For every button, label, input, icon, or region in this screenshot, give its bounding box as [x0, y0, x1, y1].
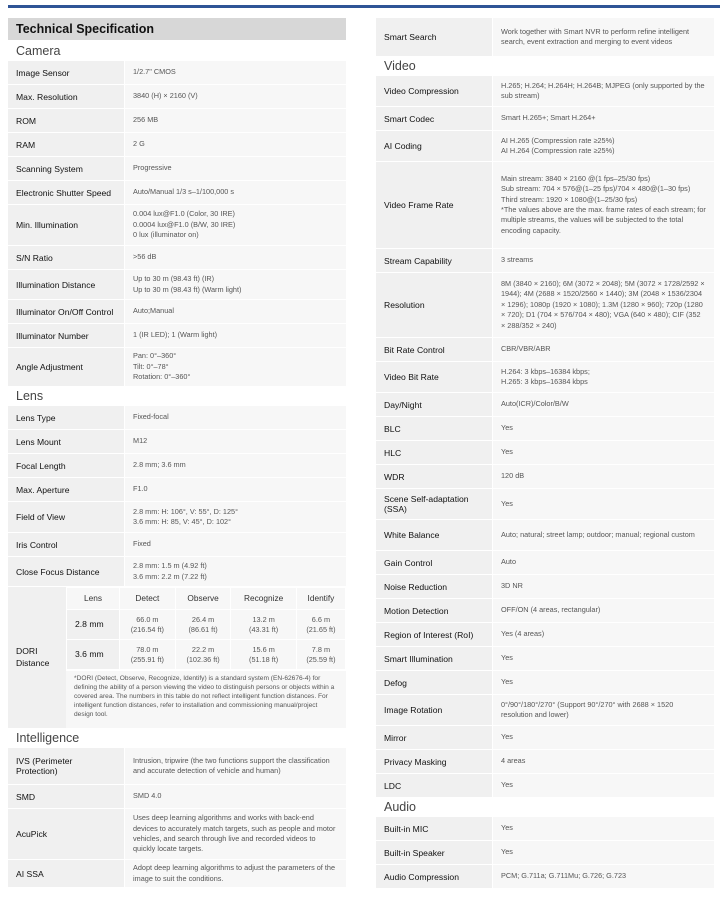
spec-label: Iris Control	[8, 533, 124, 556]
spec-row-mirror	[376, 726, 714, 750]
spec-value: Intrusion, tripwire (the two functions support the classification and accurate detection of vehicle and human)	[124, 748, 346, 784]
spec-row-audio-compression	[376, 865, 714, 889]
spec-row-motion-detection	[376, 599, 714, 623]
spec-value: H.265; H.264; H.264H; H.264B; MJPEG (only supported by the sub stream)	[492, 76, 714, 106]
spec-value: Main stream: 3840 × 2160 @(1 fps–25/30 fps) Sub stream: 704 × 576@(1–25 fps)/704 × 480@(1–30 fps) Third stream: 1920 × 1080@(1–25/30 fps) *The values above are the max. frame rates of each stream; for multiple streams, the values will be subjected to the total encoding capacity.	[492, 162, 714, 248]
spec-row-illuminator-number	[8, 324, 346, 348]
dori-value-cell: 6.6 m (21.65 ft)	[296, 610, 345, 640]
spec-label: Lens Mount	[8, 430, 124, 453]
spec-value: 4 areas	[492, 750, 714, 773]
spec-row-max-aperture	[8, 478, 346, 502]
spec-row-focal-length	[8, 454, 346, 478]
spec-row-resolution	[376, 273, 714, 338]
spec-value: Auto; natural; street lamp; outdoor; manual; regional custom	[492, 520, 714, 550]
dori-value-cell: 26.4 m (86.61 ft)	[175, 610, 231, 640]
spec-label: Scanning System	[8, 157, 124, 180]
spec-value: Pan: 0°–360° Tilt: 0°–78° Rotation: 0°–360°	[124, 348, 346, 386]
section-heading-lens: Lens	[16, 389, 44, 403]
dori-value-cell: 78.0 m (255.91 ft)	[120, 640, 176, 670]
spec-value: H.264: 3 kbps–16384 kbps; H.265: 3 kbps–16384 kbps	[492, 362, 714, 392]
spec-row-ivs-perimeter-protection	[8, 748, 346, 785]
spec-value: Uses deep learning algorithms and works with back-end devices to accurately match targets, such as people and motor vehicles, and search through live and recorded videos to quickly locate targets.	[124, 809, 346, 859]
spec-label: Video Compression	[376, 76, 492, 106]
spec-label: LDC	[376, 774, 492, 797]
spec-row-image-sensor	[8, 61, 346, 85]
spec-value: Yes	[492, 817, 714, 840]
spec-label: Privacy Masking	[376, 750, 492, 773]
spec-row-blc	[376, 417, 714, 441]
spec-row-min-illumination	[8, 205, 346, 246]
spec-label: Illuminator On/Off Control	[8, 300, 124, 323]
spec-value: Up to 30 m (98.43 ft) (IR) Up to 30 m (98.43 ft) (Warm light)	[124, 270, 346, 299]
spec-label: Mirror	[376, 726, 492, 749]
right-column	[376, 18, 714, 889]
spec-row-rom	[8, 109, 346, 133]
spec-value: 0.004 lux@F1.0 (Color, 30 IRE) 0.0004 lux@F1.0 (B/W, 30 IRE) 0 lux (illuminator on)	[124, 205, 346, 245]
spec-label: AI SSA	[8, 860, 124, 887]
page-title: Technical Specification	[8, 18, 346, 40]
spec-row-illumination-distance	[8, 270, 346, 300]
spec-row-video-compression	[376, 76, 714, 107]
spec-label: RAM	[8, 133, 124, 156]
spec-value: Smart H.265+; Smart H.264+	[492, 107, 714, 130]
spec-label: Built-in Speaker	[376, 841, 492, 864]
spec-value: Auto;Manual	[124, 300, 346, 323]
spec-label: Day/Night	[376, 393, 492, 416]
spec-row-close-focus-distance	[8, 557, 346, 587]
spec-label: Smart Codec	[376, 107, 492, 130]
spec-label: Angle Adjustment	[8, 348, 124, 386]
spec-label: Built-in MIC	[376, 817, 492, 840]
spec-row-field-of-view	[8, 502, 346, 533]
spec-value: Yes (4 areas)	[492, 623, 714, 646]
spec-label: Video Bit Rate	[376, 362, 492, 392]
spec-value: Adopt deep learning algorithms to adjust the parameters of the image to suit the conditions.	[124, 860, 346, 887]
dori-value-cell: 7.8 m (25.59 ft)	[296, 640, 345, 670]
spec-value: Yes	[492, 417, 714, 440]
spec-row-wdr	[376, 465, 714, 489]
spec-label: Focal Length	[8, 454, 124, 477]
spec-label: Illumination Distance	[8, 270, 124, 299]
left-column	[8, 18, 346, 888]
section-heading-video: Video	[384, 59, 416, 73]
spec-label: IVS (Perimeter Protection)	[8, 748, 124, 784]
spec-value: Yes	[492, 726, 714, 749]
spec-value: OFF/ON (4 areas, rectangular)	[492, 599, 714, 622]
section-heading-camera: Camera	[16, 44, 61, 58]
spec-value: Yes	[492, 671, 714, 694]
spec-row-bit-rate-control	[376, 338, 714, 362]
spec-value: Yes	[492, 774, 714, 797]
spec-value: 2.8 mm: H: 106°, V: 55°, D: 125° 3.6 mm: H: 85, V: 45°, D: 102°	[124, 502, 346, 532]
spec-value: PCM; G.711a; G.711Mu; G.726; G.723	[492, 865, 714, 888]
spec-row-ram	[8, 133, 346, 157]
spec-value: Progressive	[124, 157, 346, 180]
top-accent-bar	[8, 5, 720, 8]
spec-value: Auto/Manual 1/3 s–1/100,000 s	[124, 181, 346, 204]
dori-lens-cell: 2.8 mm	[67, 610, 120, 640]
right-sections	[376, 18, 714, 889]
dori-note: *DORI (Detect, Observe, Recognize, Identify) is a standard system (EN-62676-4) for defining the ability of a person viewing the video to distinguish persons or objects within a covered area. The numbers in this table do not reflect intelligent function distances. For intelligent function distances, refer to installation and commissioning manual/project design tool.	[66, 670, 346, 728]
spec-label: Video Frame Rate	[376, 162, 492, 248]
spec-label: Field of View	[8, 502, 124, 532]
spec-row-acupick	[8, 809, 346, 860]
spec-row-built-in-speaker	[376, 841, 714, 865]
dori-block	[8, 587, 346, 729]
spec-row-s-n-ratio	[8, 246, 346, 270]
spec-value: 3D NR	[492, 575, 714, 598]
spec-value: Work together with Smart NVR to perform refine intelligent search, event extraction and merging to event videos	[492, 18, 714, 56]
left-sections-2	[8, 729, 346, 888]
spec-value: 1 (IR LED); 1 (Warm light)	[124, 324, 346, 347]
spec-label: White Balance	[376, 520, 492, 550]
spec-row-hlc	[376, 441, 714, 465]
spec-row-smart-illumination	[376, 647, 714, 671]
spec-value: Yes	[492, 489, 714, 519]
spec-value: F1.0	[124, 478, 346, 501]
spec-row-scanning-system	[8, 157, 346, 181]
spec-row-iris-control	[8, 533, 346, 557]
spec-row-illuminator-on-off-control	[8, 300, 346, 324]
dori-value-cell: 15.6 m (51.18 ft)	[231, 640, 296, 670]
spec-value: 2 G	[124, 133, 346, 156]
dori-header-identify: Identify	[296, 588, 345, 610]
spec-label: Defog	[376, 671, 492, 694]
spec-row-ai-coding	[376, 131, 714, 162]
spec-value: Yes	[492, 841, 714, 864]
dori-header-detect: Detect	[120, 588, 176, 610]
spec-label: Lens Type	[8, 406, 124, 429]
spec-label: Close Focus Distance	[8, 557, 124, 586]
dori-value-cell: 66.0 m (216.54 ft)	[120, 610, 176, 640]
spec-row-lens-type	[8, 406, 346, 430]
spec-value: 2.8 mm; 3.6 mm	[124, 454, 346, 477]
spec-value: Auto	[492, 551, 714, 574]
spec-row-electronic-shutter-speed	[8, 181, 346, 205]
spec-label: Illuminator Number	[8, 324, 124, 347]
spec-label: WDR	[376, 465, 492, 488]
spec-value: Yes	[492, 647, 714, 670]
spec-row-image-rotation	[376, 695, 714, 726]
dori-label: DORI Distance	[8, 587, 66, 728]
spec-row-scene-self-adaptation-ssa	[376, 489, 714, 520]
spec-label: Smart Search	[376, 18, 492, 56]
section-heading-audio: Audio	[384, 800, 416, 814]
spec-value: Auto(ICR)/Color/B/W	[492, 393, 714, 416]
spec-value: Fixed-focal	[124, 406, 346, 429]
left-sections	[8, 42, 346, 587]
spec-label: Image Sensor	[8, 61, 124, 84]
spec-label: AI Coding	[376, 131, 492, 161]
dori-lens-cell: 3.6 mm	[67, 640, 120, 670]
spec-row-white-balance	[376, 520, 714, 551]
spec-label: Smart Illumination	[376, 647, 492, 670]
spec-label: Gain Control	[376, 551, 492, 574]
spec-value: 8M (3840 × 2160); 6M (3072 × 2048); 5M (3072 × 1728/2592 × 1944); 4M (2688 × 1520/2560 × 1440); 3M (2048 × 1536/2304 × 1296); 1080p (1920 × 1080); 1.3M (1280 × 960); 720p (1280 × 720); D1 (704 × 576/704 × 480); VGA (640 × 480); CIF (352 × 288/352 × 240)	[492, 273, 714, 337]
spec-label: Region of Interest (RoI)	[376, 623, 492, 646]
spec-label: S/N Ratio	[8, 246, 124, 269]
spec-label: Min. Illumination	[8, 205, 124, 245]
spec-label: Stream Capability	[376, 249, 492, 272]
spec-value: CBR/VBR/ABR	[492, 338, 714, 361]
spec-label: ROM	[8, 109, 124, 132]
spec-row-max-resolution	[8, 85, 346, 109]
spec-label: SMD	[8, 785, 124, 808]
spec-label: Electronic Shutter Speed	[8, 181, 124, 204]
dori-value-cell: 13.2 m (43.31 ft)	[231, 610, 296, 640]
spec-label: Noise Reduction	[376, 575, 492, 598]
spec-value: 3 streams	[492, 249, 714, 272]
spec-row-built-in-mic	[376, 817, 714, 841]
spec-label: Bit Rate Control	[376, 338, 492, 361]
spec-row-lens-mount	[8, 430, 346, 454]
spec-label: AcuPick	[8, 809, 124, 859]
spec-row-region-of-interest-roi	[376, 623, 714, 647]
spec-label: Motion Detection	[376, 599, 492, 622]
spec-row-smd	[8, 785, 346, 809]
spec-value: 2.8 mm: 1.5 m (4.92 ft) 3.6 mm: 2.2 m (7.22 ft)	[124, 557, 346, 586]
spec-row-noise-reduction	[376, 575, 714, 599]
spec-value: 1/2.7" CMOS	[124, 61, 346, 84]
spec-value: SMD 4.0	[124, 785, 346, 808]
spec-row-stream-capability	[376, 249, 714, 273]
section-heading-intelligence: Intelligence	[16, 731, 80, 745]
spec-row-smart-search	[376, 18, 714, 57]
spec-label: Resolution	[376, 273, 492, 337]
spec-row-day-night	[376, 393, 714, 417]
dori-table	[66, 587, 346, 670]
spec-row-privacy-masking	[376, 750, 714, 774]
spec-value: 120 dB	[492, 465, 714, 488]
spec-label: Audio Compression	[376, 865, 492, 888]
spec-row-video-bit-rate	[376, 362, 714, 393]
spec-label: BLC	[376, 417, 492, 440]
dori-header-lens: Lens	[67, 588, 120, 610]
spec-value: 3840 (H) × 2160 (V)	[124, 85, 346, 108]
spec-label: Max. Aperture	[8, 478, 124, 501]
spec-row-gain-control	[376, 551, 714, 575]
spec-row-ldc	[376, 774, 714, 798]
spec-row-defog	[376, 671, 714, 695]
dori-value-cell: 22.2 m (102.36 ft)	[175, 640, 231, 670]
spec-label: Image Rotation	[376, 695, 492, 725]
dori-main	[66, 587, 346, 728]
spec-value: 256 MB	[124, 109, 346, 132]
spec-label: Scene Self-adaptation (SSA)	[376, 489, 492, 519]
spec-label: Max. Resolution	[8, 85, 124, 108]
spec-value: >56 dB	[124, 246, 346, 269]
spec-row-angle-adjustment	[8, 348, 346, 387]
spec-row-smart-codec	[376, 107, 714, 131]
spec-row-ai-ssa	[8, 860, 346, 888]
spec-value: AI H.265 (Compression rate ≥25%) AI H.264 (Compression rate ≥25%)	[492, 131, 714, 161]
spec-value: Fixed	[124, 533, 346, 556]
dori-header-observe: Observe	[175, 588, 231, 610]
spec-row-video-frame-rate	[376, 162, 714, 249]
dori-header-recognize: Recognize	[231, 588, 296, 610]
spec-value: 0°/90°/180°/270° (Support 90°/270° with 2688 × 1520 resolution and lower)	[492, 695, 714, 725]
spec-value: M12	[124, 430, 346, 453]
spec-label: HLC	[376, 441, 492, 464]
spec-value: Yes	[492, 441, 714, 464]
